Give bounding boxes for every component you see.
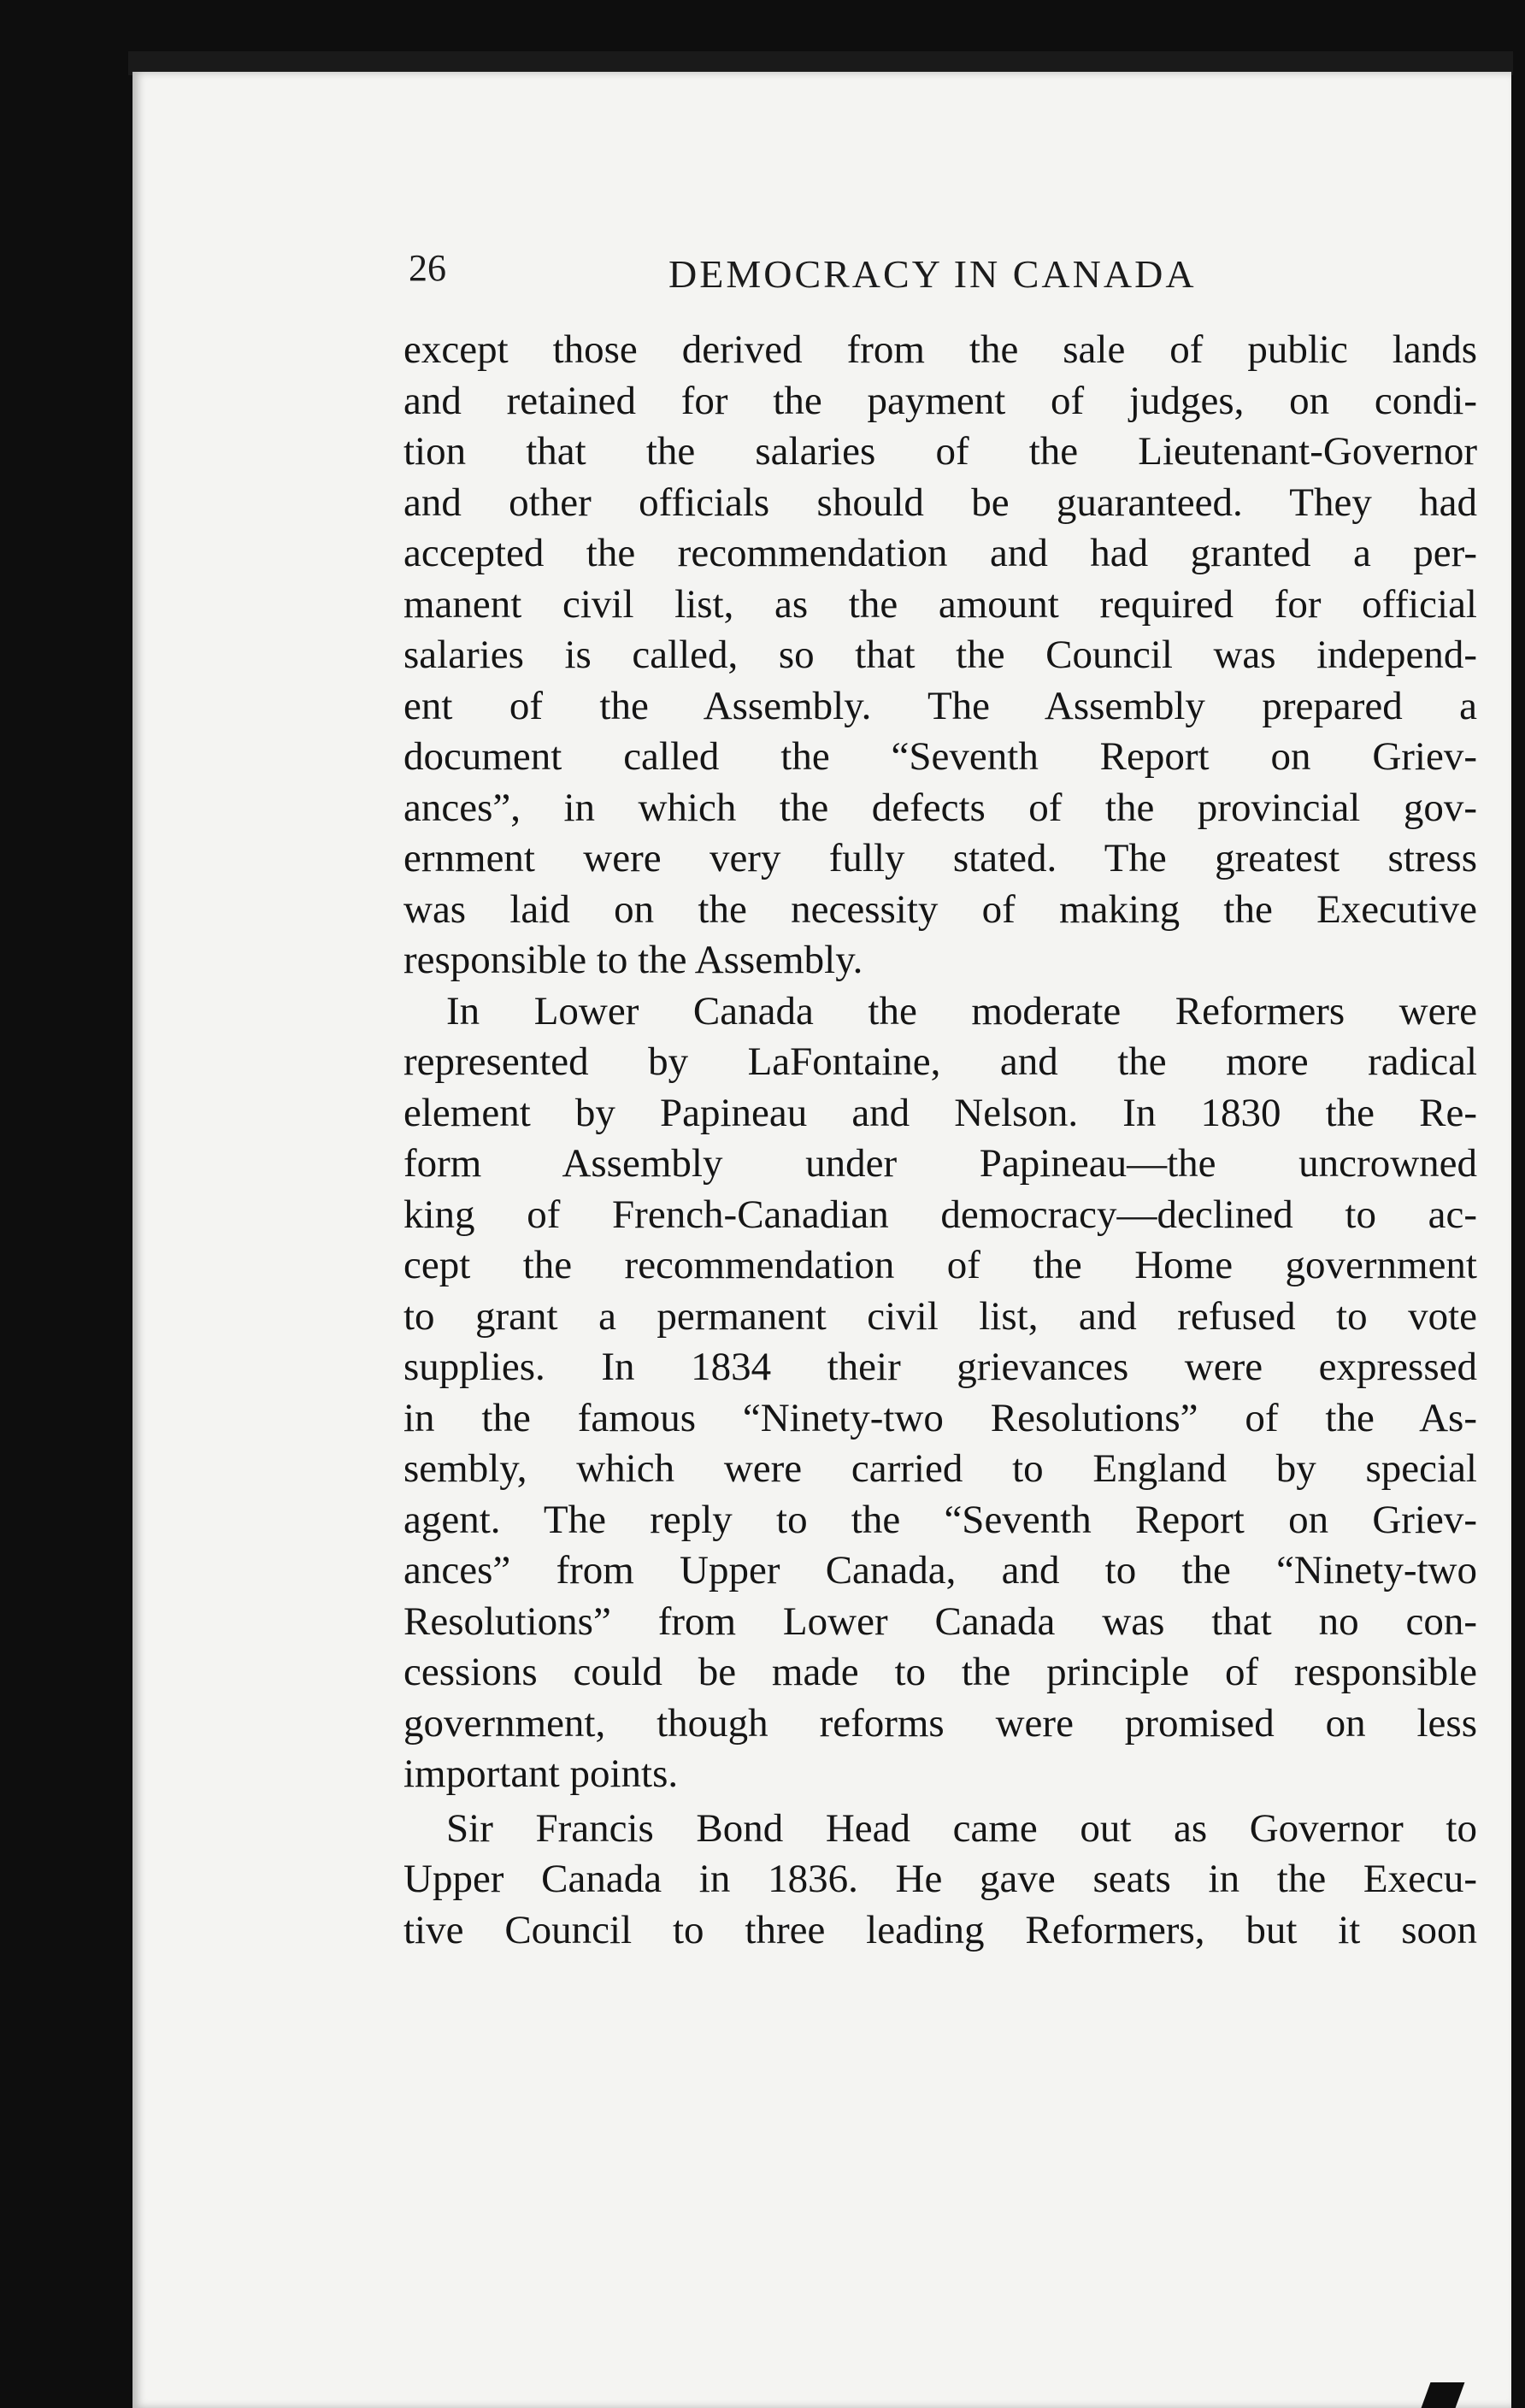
paragraph-1 <box>403 325 1477 986</box>
running-head: DEMOCRACY IN CANADA <box>668 252 1197 296</box>
text-line: document called the “Seventh Report on Griev- <box>403 734 1477 779</box>
text-line: ent of the Assembly. The Assembly prepared a <box>403 683 1477 728</box>
page-header <box>272 246 1486 306</box>
text-line: In Lower Canada the moderate Reformers were <box>446 988 1477 1033</box>
text-line: was laid on the necessity of making the Executive <box>403 886 1477 932</box>
text-line: ances”, in which the defects of the provincial gov- <box>403 785 1477 830</box>
paragraph-2 <box>403 986 1477 1800</box>
text-line: ernment were very fully stated. The greatest stress <box>403 836 1477 880</box>
text-line: responsible to the Assembly. <box>403 938 863 982</box>
text-line: form Assembly under Papineau—the uncrowned <box>403 1141 1477 1186</box>
text-line: king of French-Canadian democracy—declined to ac- <box>403 1192 1477 1237</box>
text-line: manent civil list, as the amount required for official <box>403 581 1477 627</box>
text-line: Sir Francis Bond Head came out as Governor to <box>446 1805 1477 1851</box>
text-line: to grant a permanent civil list, and refused to vote <box>403 1293 1477 1339</box>
text-line: except those derived from the sale of public lands <box>403 327 1477 372</box>
text-line: tive Council to three leading Reformers, but it soon <box>403 1907 1477 1952</box>
text-line: cessions could be made to the principle of responsible <box>403 1650 1477 1694</box>
text-line: Resolutions” from Lower Canada was that no con- <box>403 1598 1477 1644</box>
scan-artifact <box>1422 2382 1465 2408</box>
text-line: in the famous “Ninety-two Resolutions” of the As- <box>403 1395 1477 1440</box>
text-line: accepted the recommendation and had granted a per- <box>403 531 1477 575</box>
text-line: tion that the salaries of the Lieutenant-Governor <box>403 429 1477 474</box>
text-line: cept the recommendation of the Home government <box>403 1243 1477 1287</box>
text-line: and other officials should be guaranteed. They had <box>403 480 1477 525</box>
text-line: agent. The reply to the “Seventh Report on Griev- <box>403 1497 1477 1542</box>
text-line: represented by LaFontaine, and the more radical <box>403 1039 1477 1084</box>
text-line: supplies. In 1834 their grievances were expressed <box>403 1345 1477 1389</box>
text-line: salaries is called, so that the Council was independ- <box>403 633 1477 677</box>
text-line: ances” from Upper Canada, and to the “Ninety-two <box>403 1548 1477 1593</box>
text-line: government, though reforms were promised on less <box>403 1700 1477 1746</box>
paragraph-3 <box>403 1804 1477 1957</box>
text-line: and retained for the payment of judges, on condi- <box>403 378 1477 423</box>
body-text <box>403 325 1477 1956</box>
text-line: important points. <box>403 1752 679 1796</box>
text-line: element by Papineau and Nelson. In 1830 the Re- <box>403 1090 1477 1135</box>
text-line: sembly, which were carried to England by special <box>403 1446 1477 1491</box>
text-line: Upper Canada in 1836. He gave seats in the Execu- <box>403 1857 1477 1901</box>
page-number: 26 <box>409 247 446 289</box>
